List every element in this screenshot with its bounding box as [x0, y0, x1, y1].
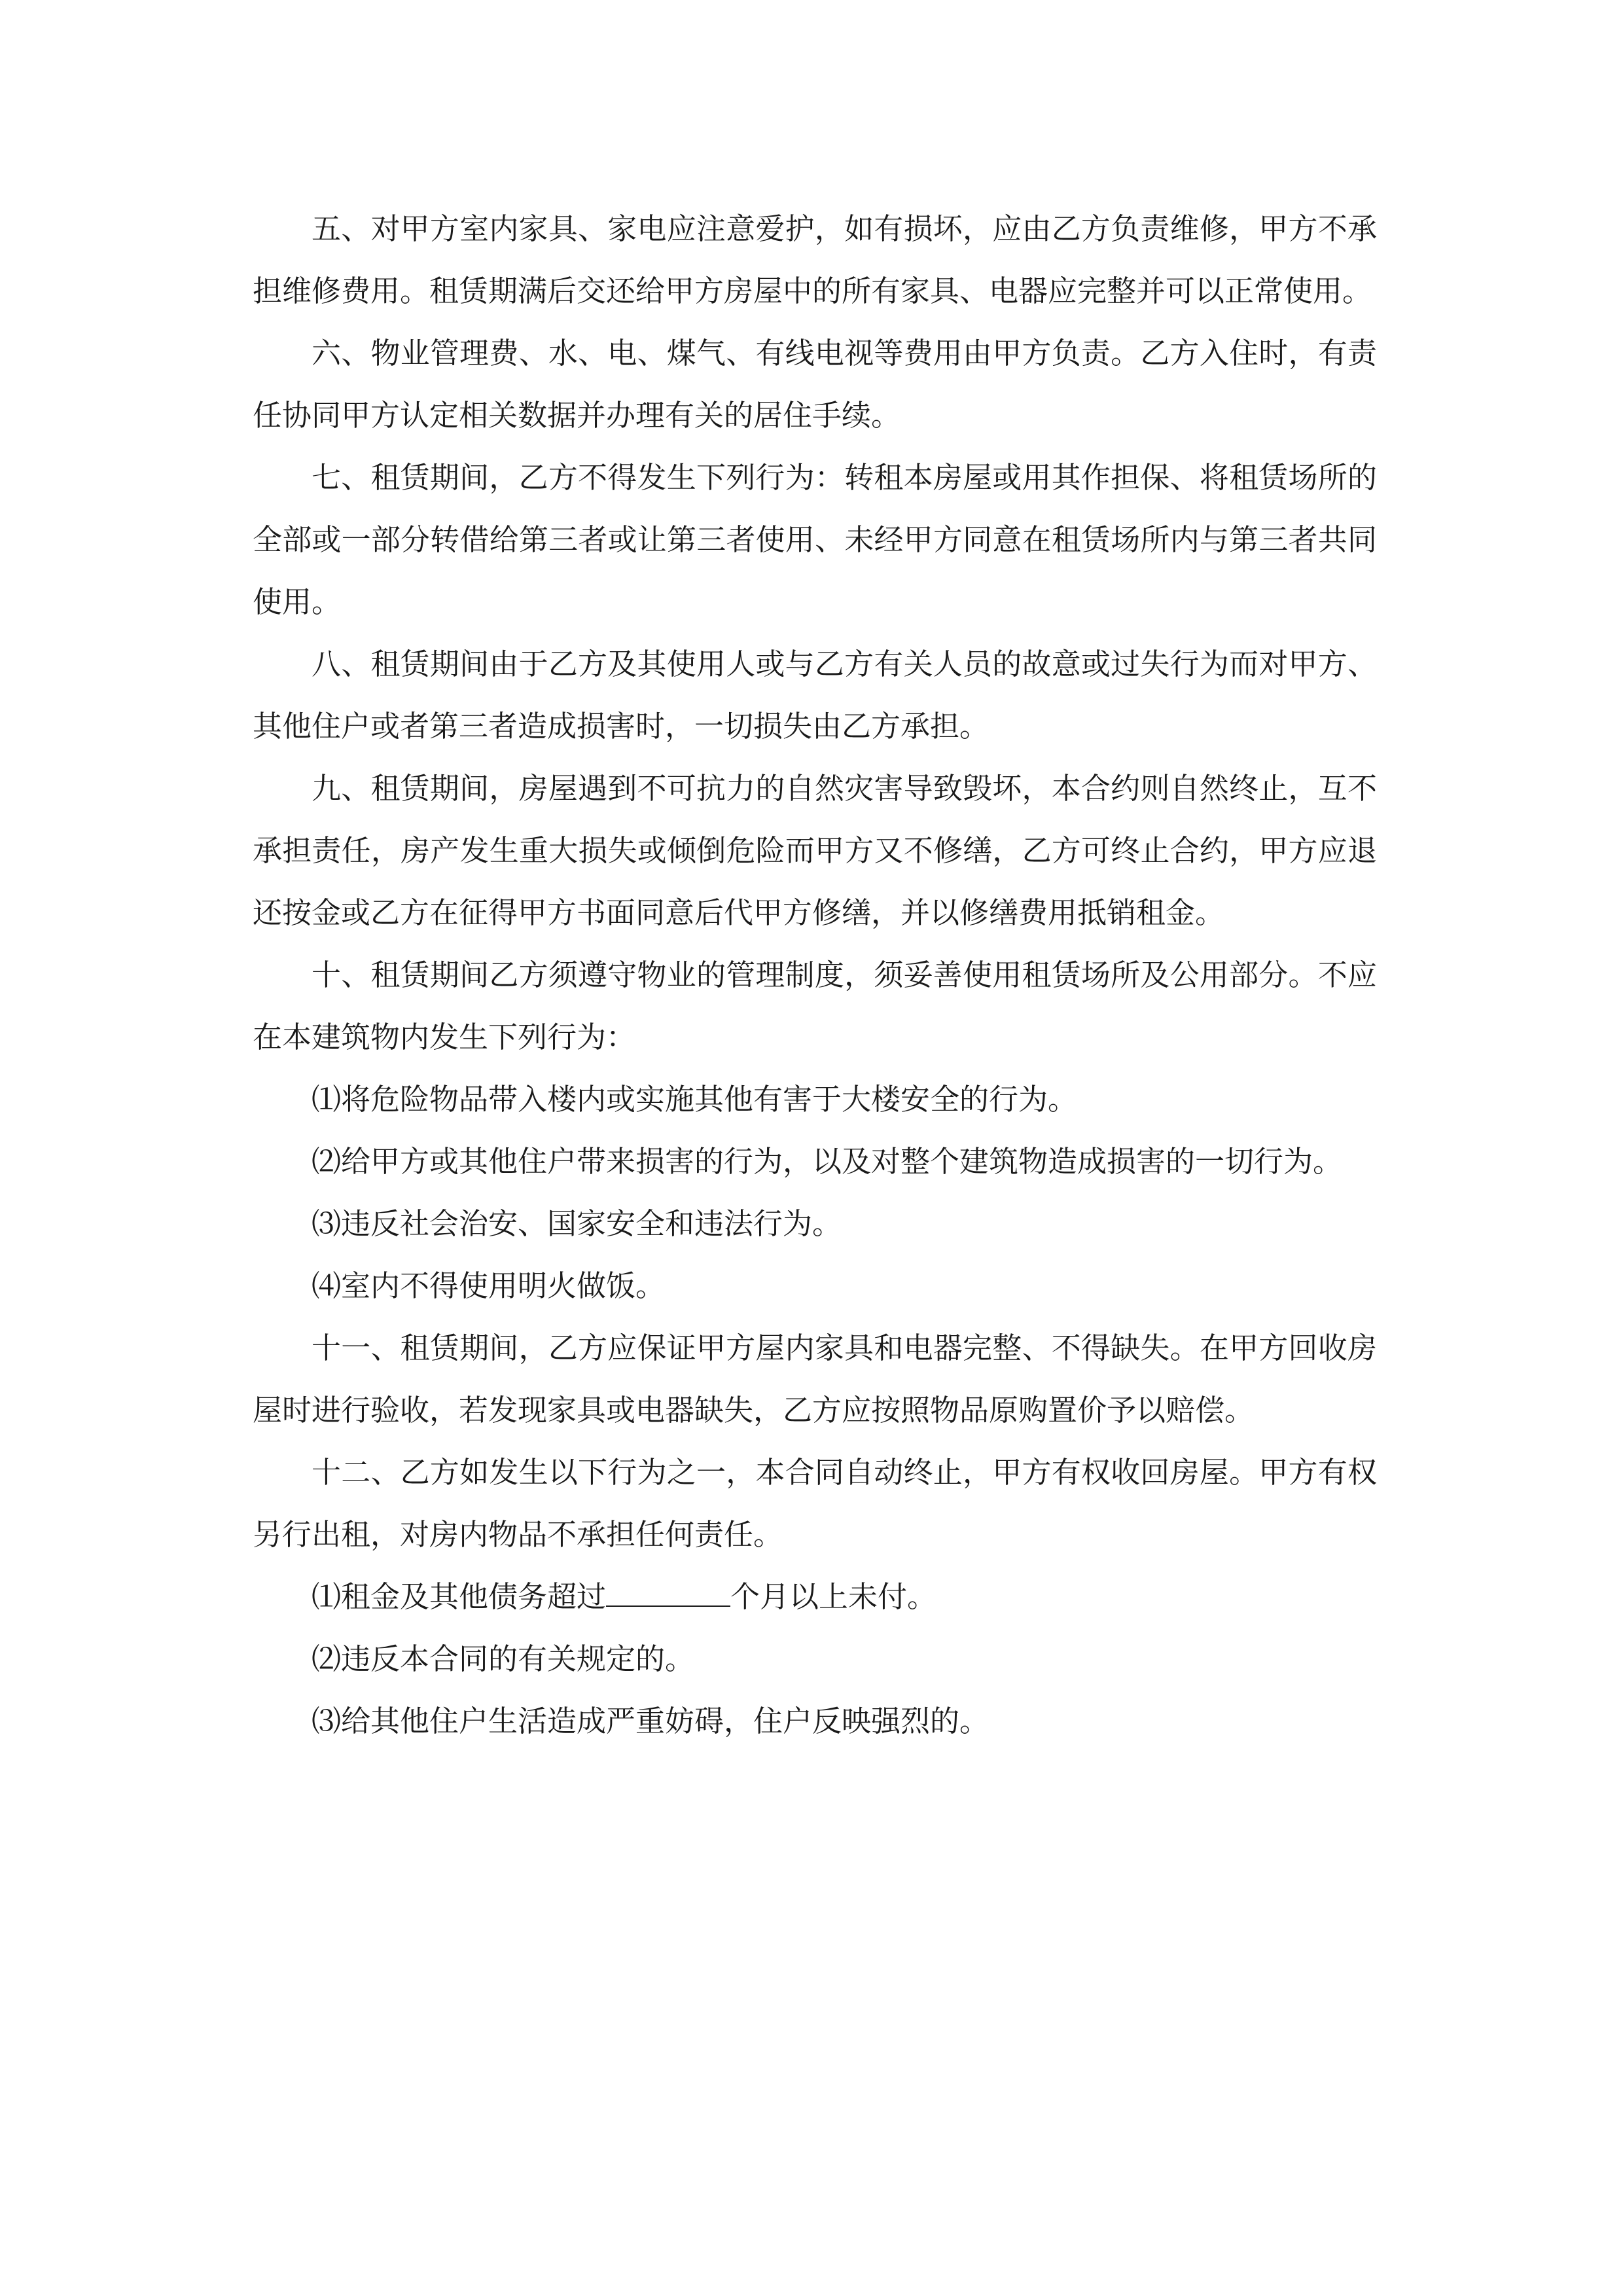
clause-10: 十、租赁期间乙方须遵守物业的管理制度，须妥善使用租赁场所及公用部分。不应在本建筑物内发生下列行为：	[253, 958, 1377, 1054]
clause-12-item-3: ⑶给其他住户生活造成严重妨碍，住户反映强烈的。	[312, 1704, 990, 1738]
rent-item-suffix: 个月以上未付。	[730, 1579, 937, 1614]
rent-item-prefix: ⑴租金及其他债务超过	[312, 1579, 607, 1614]
document-body	[253, 198, 1377, 1752]
clause-12: 十二、乙方如发生以下行为之一，本合同自动终止，甲方有权收回房屋。甲方有权另行出租，对房内物品不承担任何责任。	[253, 1455, 1377, 1552]
clause-6: 六、物业管理费、水、电、煤气、有线电视等费用由甲方负责。乙方入住时，有责任协同甲方认定相关数据并办理有关的居住手续。	[253, 336, 1377, 433]
clause-7: 七、租赁期间，乙方不得发生下列行为：转租本房屋或用其作担保、将租赁场所的全部或一部分转借给第三者或让第三者使用、未经甲方同意在租赁场所内与第三者共同使用。	[253, 460, 1377, 619]
clause-5: 五、对甲方室内家具、家电应注意爱护，如有损坏，应由乙方负责维修，甲方不承担维修费用。租赁期满后交还给甲方房屋中的所有家具、电器应完整并可以正常使用。	[253, 211, 1377, 308]
clause-8: 八、租赁期间由于乙方及其使用人或与乙方有关人员的故意或过失行为而对甲方、其他住户或者第三者造成损害时，一切损失由乙方承担。	[253, 647, 1377, 744]
clause-12-item-2: ⑵违反本合同的有关规定的。	[312, 1641, 695, 1676]
clause-9: 九、租赁期间，房屋遇到不可抗力的自然灾害导致毁坏，本合约则自然终止，互不承担责任，房产发生重大损失或倾倒危险而甲方又不修缮，乙方可终止合约，甲方应退还按金或乙方在征得甲方书面同意后代甲方修缮，并以修缮费用抵销租金。	[253, 771, 1377, 930]
clause-11: 十一、租赁期间，乙方应保证甲方屋内家具和电器完整、不得缺失。在甲方回收房屋时进行验收，若发现家具或电器缺失，乙方应按照物品原购置价予以赔偿。	[253, 1331, 1377, 1427]
clause-12-item-1	[253, 1566, 1377, 1628]
clause-10-item-3: ⑶违反社会治安、国家安全和违法行为。	[312, 1206, 842, 1241]
clause-10-item-2: ⑵给甲方或其他住户带来损害的行为，以及对整个建筑物造成损害的一切行为。	[312, 1144, 1343, 1179]
clause-10-item-4: ⑷室内不得使用明火做饭。	[312, 1268, 666, 1303]
months-blank-field[interactable]	[606, 1581, 730, 1607]
clause-10-item-1: ⑴将危险物品带入楼内或实施其他有害于大楼安全的行为。	[312, 1082, 1078, 1117]
